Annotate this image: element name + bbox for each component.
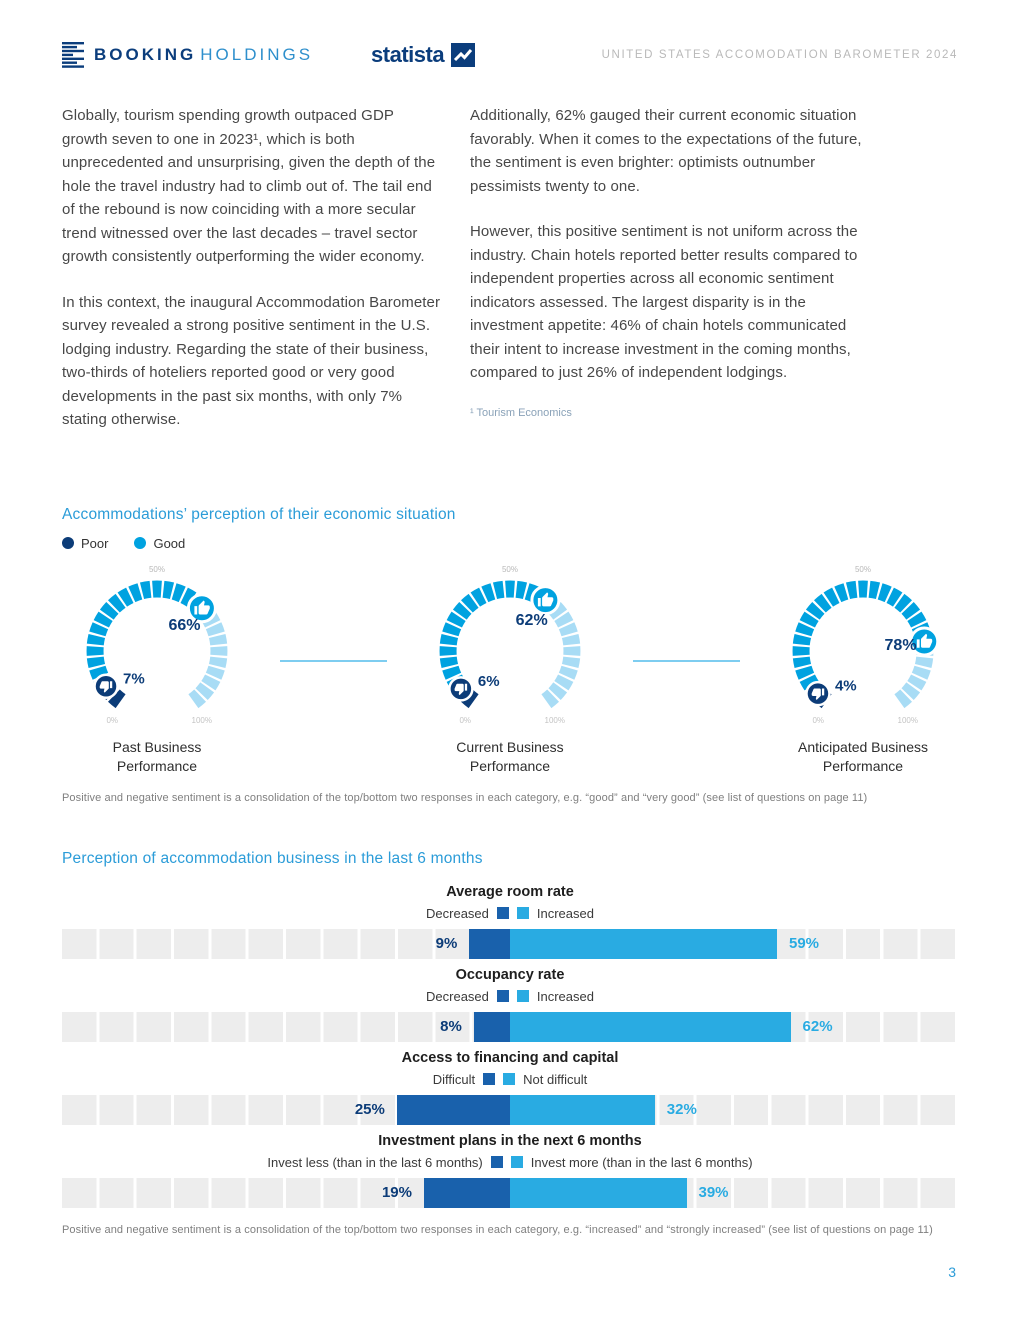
booking-holdings-logo [62,42,313,68]
gauge-segment [561,616,565,624]
bar-negative-value: 8% [440,1017,462,1035]
gauge-scale-end-label: 100% [897,715,918,725]
legend-negative-label: Decreased [426,988,489,1004]
gauge-segment [561,678,565,686]
legend-negative-swatch [497,907,509,919]
gauge-segment [908,607,914,614]
booking-text: BOOKING [94,45,197,64]
bars-section [62,850,958,1236]
legend-label-poor: Poor [81,535,109,551]
gauge-segment [920,668,923,676]
bar-track [62,1178,958,1208]
legend-positive-swatch [517,907,529,919]
document-title: UNITED STATES ACCOMODATION BAROMETER 2024 [601,49,958,61]
gauge-segment [164,589,173,591]
bars-section-title: Perception of accommodation business in the last 6 months [62,849,483,867]
legend-item-good [134,536,185,551]
gauge-label: Current Business Performance [456,738,564,774]
legend-negative-swatch [491,1156,503,1168]
paragraph: However, this positive sentiment is not uniform across the industry. Chain hotels reported better results compared to independent properties across all economic sentiment indicators assessed. The largest disparity is in the investment appetite: 46% of chain hotels communicated their intent to increase investment in the coming months, compared to just 26% of independent lodgings. [470,223,858,381]
bar-negative-value: 9% [435,934,458,952]
gauge-segment [570,657,572,666]
gauge-segment [450,668,453,676]
bar-negative [424,1178,510,1208]
bar-group [62,967,958,1042]
gauge-segment [448,636,450,645]
gauge-segment [475,595,483,599]
bar-group [62,884,958,959]
bar-positive-value: 39% [698,1183,729,1201]
legend-negative-swatch [497,990,509,1002]
gauge-segment [454,616,458,624]
bar-positive-value: 62% [802,1017,833,1035]
booking-wordmark [94,45,313,65]
gauge-poor-value: 4% [834,677,857,695]
gauge-segment [838,591,846,594]
bar-group [62,1133,958,1208]
gauge-segment [114,695,121,701]
bar-positive [510,1095,655,1125]
gauge [415,559,605,776]
gauge-segment [828,595,836,599]
bar-group-legend [62,989,958,1004]
legend-dot-good [134,537,146,549]
page-number: 3 [948,1264,956,1280]
gauge-segment [193,695,200,701]
bar-track [62,1095,958,1125]
gauge-segment [914,616,918,624]
legend-positive-label: Increased [536,988,594,1004]
legend-positive-label: Increased [536,905,594,921]
gauge-segment [899,695,906,701]
gauge-segment [132,591,140,594]
footnote: ¹ Tourism Economics [470,406,572,419]
bar-group-title: Access to financing and capital [401,1049,619,1066]
bar-group-legend [62,1155,958,1170]
legend-positive-swatch [503,1073,515,1085]
gauge-segment [870,589,879,591]
gauge [62,559,252,776]
gauge-segment [880,591,888,594]
gauge-segment [142,589,151,591]
gauge-scale-top-label: 50% [501,564,519,574]
gauge-segment [801,636,803,645]
bar-positive [510,1012,791,1042]
gauge-chart [415,559,605,731]
gauge-scale-end-label: 100% [544,715,565,725]
gauge-segment [107,607,113,614]
intro-left-column [62,104,442,454]
gauge-good-value: 66% [168,616,201,634]
paragraph: In this context, the inaugural Accommodation Barometer survey revealed a strong positive sentiment in the U.S. lodging industry. Regarding the state of their business, two-thirds of hoteliers reported good or very good developments in the past six months, with only 7% stating otherwise. [62,293,441,428]
bar-group [62,1050,958,1125]
gauge-segment [914,678,918,686]
legend-item-poor [62,536,108,551]
gauge-segment [820,600,827,606]
gauge-scale-start-label: 0% [106,715,119,725]
gauge-segment [890,595,898,599]
gauge-chart [62,559,252,731]
gauge-segment [899,600,906,606]
gauge-segment [217,657,219,666]
gauge-label: Past Business Performance [112,738,202,774]
paragraph: Globally, tourism spending growth outpaced GDP growth seven to one in 2023¹, which is both unprecedented and unsurprising, given the depth of the hole the travel industry had to climb out of. The tail end of the rebound is now coinciding with a more secular trend witnessed over the last decades – travel sector growth consistently outperforming the wider economy. [62,107,436,265]
gauge-segment [923,657,925,666]
bars-note: Positive and negative sentiment is a consolidation of the top/bottom two responses in each category, e.g. “increased” and “strongly increased” (see list of questions on page 11) [62,1223,933,1236]
bar-positive-value: 32% [666,1100,697,1118]
gauge-scale-start-label: 0% [459,715,472,725]
gauge-segment [467,600,474,606]
gauge-segment [848,589,857,591]
legend-positive-swatch [517,990,529,1002]
gauge-segment [202,687,208,694]
gauge-segment [807,616,811,624]
bar-track [62,929,958,959]
gauge-segment [97,668,100,676]
gauges-row [62,559,958,776]
gauge-poor-value: 6% [477,672,500,690]
gauge-connector-line [605,559,768,662]
gauge-segment [803,668,806,676]
statista-logo [371,42,475,68]
gauge-note: Positive and negative sentiment is a consolidation of the top/bottom two responses in each category, e.g. “good” and “very good” (see list of questions on page 11) [62,791,868,804]
gauge-scale-end-label: 100% [191,715,212,725]
gauge-section-title: Accommodations’ perception of their economic situation [62,505,456,523]
gauge-segment [114,600,121,606]
gauge-good-value: 78% [884,636,917,654]
bar-group-title: Investment plans in the next 6 months [378,1132,642,1149]
booking-glyph-icon [62,42,84,68]
gauge-segment [570,636,572,645]
gauge-segment [555,687,561,694]
bar-negative [469,929,510,959]
bar-negative [397,1095,510,1125]
gauge-segment [567,668,570,676]
bar-group-legend [62,906,958,921]
bar-group-title: Occupancy rate [455,966,565,983]
bar-groups [62,884,958,1208]
legend-positive-label: Invest more (than in the last 6 months) [530,1154,753,1170]
intro-text [62,104,958,454]
gauge-label: Anticipated Business Performance [798,738,928,774]
gauge-segment [217,636,219,645]
gauge-segment [803,625,806,633]
legend-positive-label: Not difficult [523,1071,588,1087]
gauge-poor-value: 7% [123,669,145,687]
page-header [62,42,958,68]
gauge-segment [448,657,450,666]
bar-positive-value: 59% [789,934,820,952]
holdings-text: HOLDINGS [200,45,314,64]
paragraph: Additionally, 62% gauged their current economic situation favorably. When it comes to the expectations of the future, the sentiment is even brighter: optimists outnumber pessimists twenty to one. [470,107,862,195]
gauge-segment [908,687,914,694]
legend-dot-poor [62,537,74,549]
gauge-connector-line [252,559,415,662]
gauge-segment [450,625,453,633]
gauge-scale-top-label: 50% [148,564,166,574]
bar-track [62,1012,958,1042]
gauge-good-value: 62% [515,611,548,629]
legend-negative-label: Decreased [426,905,489,921]
gauge-legend [62,536,958,551]
gauge-scale-start-label: 0% [812,715,825,725]
gauge-segment [801,657,803,666]
bar-positive [510,1178,687,1208]
bar-negative [474,1012,510,1042]
legend-negative-swatch [483,1073,495,1085]
gauge-segment [214,625,217,633]
gauge-segment [101,616,105,624]
legend-negative-label: Difficult [432,1071,476,1087]
gauge-chart [768,559,958,731]
statista-icon [451,43,475,67]
gauge-segment [214,668,217,676]
intro-right-column [470,104,862,454]
bar-positive [510,929,777,959]
gauge-segment [95,657,97,666]
gauge-segment [95,636,97,645]
gauge-segment [208,678,212,686]
bar-group-title: Average room rate [446,883,574,900]
gauge-segment [546,695,553,701]
statista-wordmark: statista [371,42,445,67]
gauge [768,559,958,776]
gauge-segment [813,607,819,614]
gauge-segment [122,595,130,599]
legend-negative-label: Invest less (than in the last 6 months) [267,1154,483,1170]
legend-positive-swatch [511,1156,523,1168]
legend-label-good: Good [153,535,186,551]
gauge-section [62,506,958,804]
gauge-segment [174,591,182,594]
gauge-segment [567,625,570,633]
gauge-segment [460,607,466,614]
header-logos [62,42,475,68]
gauge-scale-top-label: 50% [854,564,872,574]
gauge-segment [517,589,526,591]
bar-group-legend [62,1072,958,1087]
gauge-segment [495,589,504,591]
gauge-segment [97,625,100,633]
bar-negative-value: 25% [354,1100,385,1118]
bar-negative-value: 19% [381,1183,412,1201]
gauge-segment [485,591,493,594]
